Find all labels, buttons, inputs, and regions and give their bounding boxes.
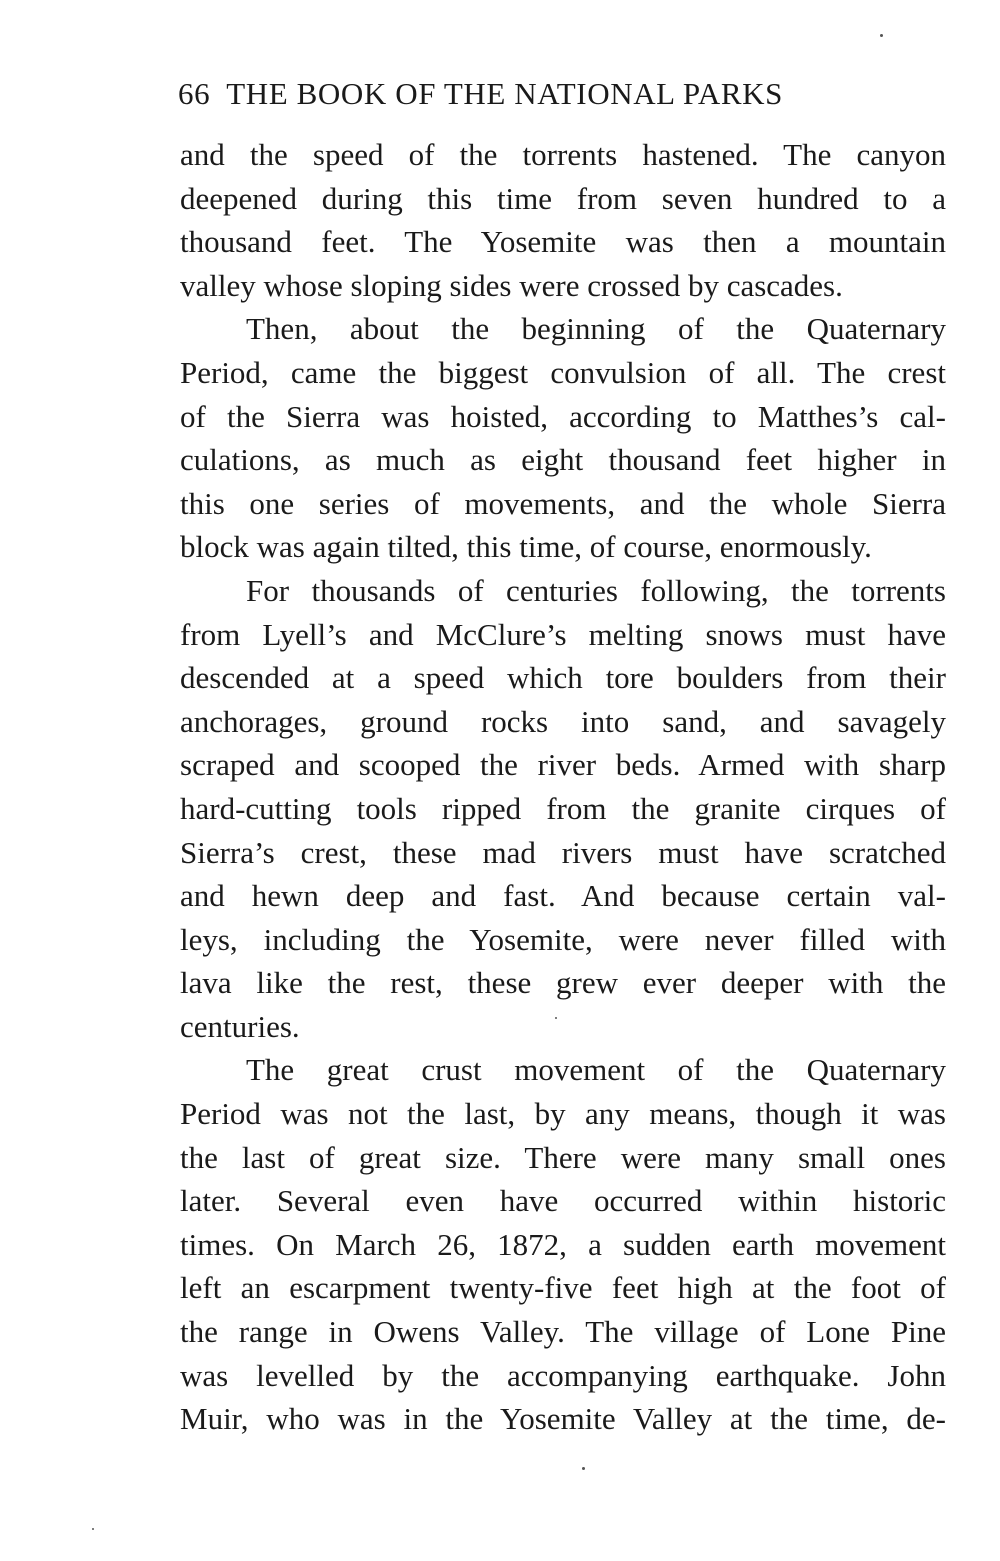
text-line: Sierra’s crest, these mad rivers must have scratched	[180, 834, 946, 870]
text-line: later. Several even have occurred within historic	[180, 1183, 946, 1219]
text-line: and the speed of the torrents hastened. The canyon	[180, 137, 946, 172]
text-line: block was again tilted, this time, of course, enormously.	[180, 529, 872, 565]
text-line: was levelled by the accompanying earthquake. John	[180, 1357, 946, 1393]
page-number: 66	[178, 76, 211, 111]
text-line: leys, including the Yosemite, were never filled with	[180, 921, 946, 957]
scan-speck	[555, 1017, 557, 1019]
text-line: descended at a speed which tore boulders from their	[180, 660, 946, 696]
text-line: and hewn deep and fast. And because certain val-	[180, 878, 946, 914]
text-line: from Lyell’s and McClure’s melting snows must have	[180, 616, 946, 652]
text-line: Period was not the last, by any means, though it was	[180, 1096, 946, 1132]
text-line: Period, came the biggest convulsion of all. The crest	[180, 354, 946, 390]
text-line: lava like the rest, these grew ever deeper with the	[180, 965, 946, 1001]
text-line: deepened during this time from seven hundred to a	[180, 180, 946, 216]
scan-speck	[582, 1467, 585, 1470]
text-line: scraped and scooped the river beds. Armed with sharp	[180, 747, 946, 783]
text-line: Then, about the beginning of the Quaternary	[246, 311, 946, 347]
text-line: of the Sierra was hoisted, according to Matthes’s cal-	[180, 398, 946, 434]
text-line: anchorages, ground rocks into sand, and savagely	[180, 703, 946, 739]
text-line: this one series of movements, and the whole Sierra	[180, 485, 946, 521]
body-text	[180, 133, 946, 1441]
running-head	[178, 72, 948, 116]
text-line: valley whose sloping sides were crossed by cascades.	[180, 267, 843, 303]
text-line: times. On March 26, 1872, a sudden earth movement	[180, 1226, 946, 1262]
scan-speck	[880, 34, 883, 37]
book-title: THE BOOK OF THE NATIONAL PARKS	[226, 76, 784, 111]
text-line: the last of great size. There were many small ones	[180, 1139, 946, 1175]
text-line: the range in Owens Valley. The village of Lone Pine	[180, 1314, 946, 1350]
scan-speck	[92, 1528, 94, 1530]
text-line: left an escarpment twenty-five feet high at the foot of	[180, 1270, 946, 1306]
text-line: The great crust movement of the Quaternary	[246, 1052, 946, 1088]
text-line: thousand feet. The Yosemite was then a mountain	[180, 224, 946, 260]
text-line: Muir, who was in the Yosemite Valley at the time, de-	[180, 1401, 946, 1437]
text-line: centuries.	[180, 1008, 300, 1044]
text-line: For thousands of centuries following, the torrents	[246, 572, 946, 608]
text-line: hard-cutting tools ripped from the granite cirques of	[180, 790, 946, 826]
text-line: culations, as much as eight thousand feet higher in	[180, 442, 946, 478]
